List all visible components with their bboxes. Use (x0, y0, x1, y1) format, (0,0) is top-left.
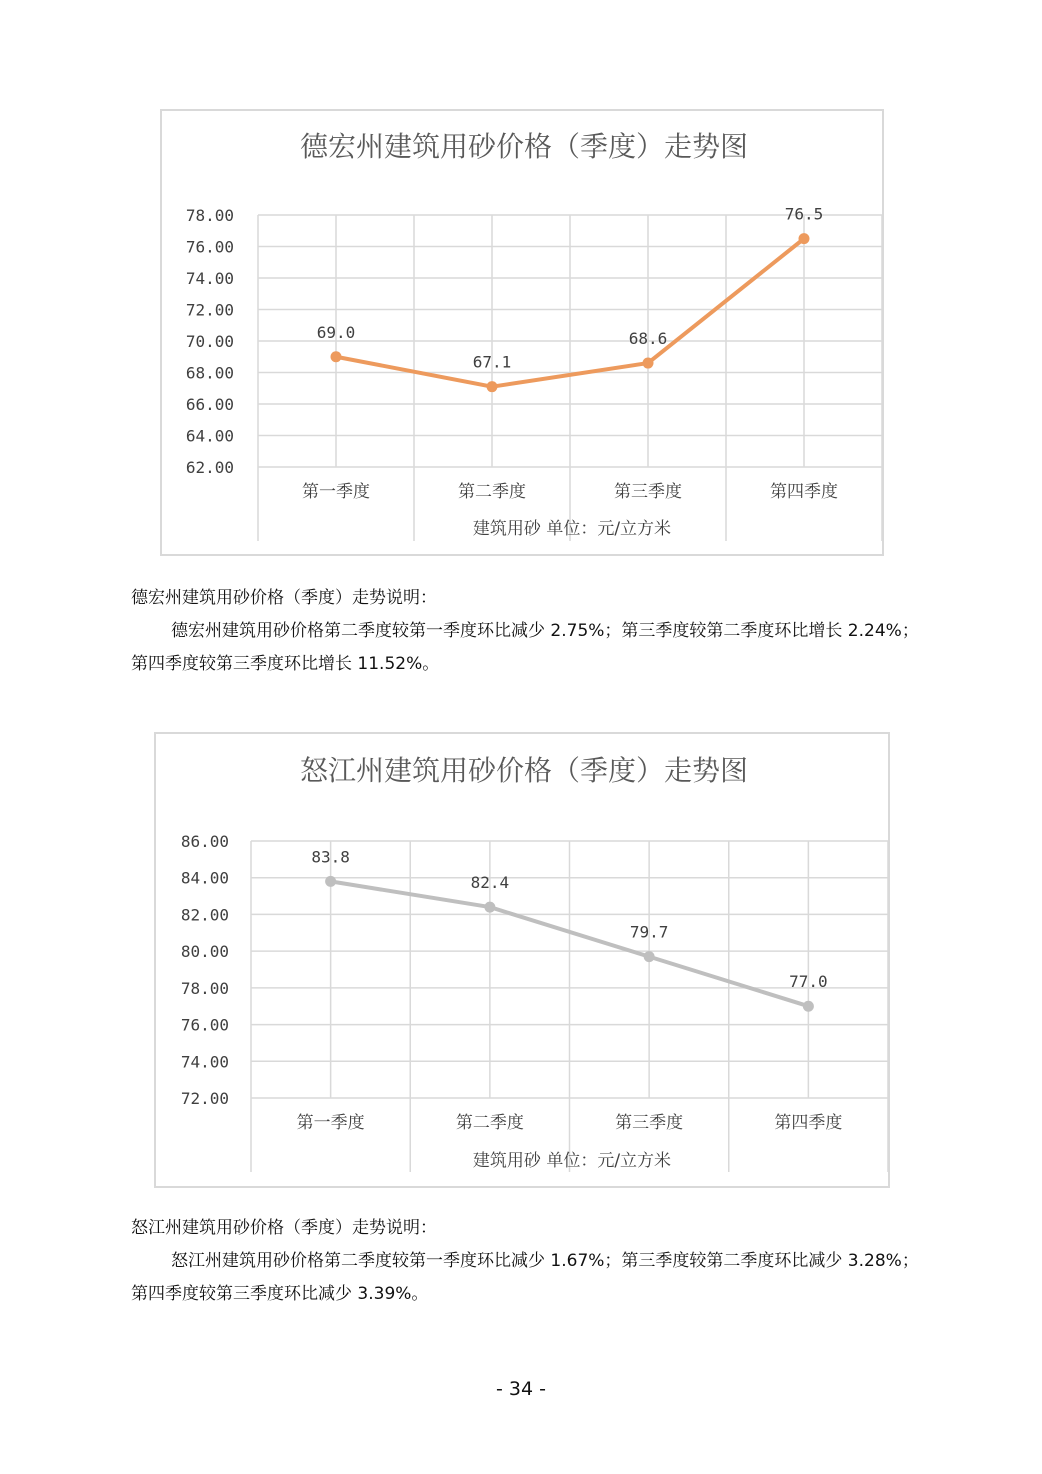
data-point (643, 358, 654, 369)
data-point (331, 351, 342, 362)
x-tick-label: 第二季度 (458, 482, 526, 502)
data-label: 77.0 (789, 972, 828, 992)
y-tick-label: 76.00 (180, 1015, 229, 1035)
data-point (799, 233, 810, 244)
y-tick-label: 86.00 (180, 832, 229, 851)
data-label: 67.1 (472, 352, 512, 372)
y-tick-label: 70.00 (185, 332, 234, 351)
x-tick-label: 第四季度 (774, 1113, 843, 1133)
data-label: 79.7 (629, 922, 669, 942)
y-tick-label: 72.00 (185, 300, 234, 320)
data-point (803, 1001, 814, 1012)
description-text-dehong: 德宏州建筑用砂价格第二季度较第一季度环比减少 2.75%；第三季度较第二季度环比增长 2.24%；第四季度较第三季度环比增长 11.52%。 (131, 621, 919, 674)
x-axis-title: 建筑用砂 单位：元/立方米 (472, 519, 672, 539)
y-tick-label: 76.00 (185, 237, 234, 257)
y-tick-label: 62.00 (185, 458, 234, 477)
chart-title: 德宏州建筑用砂价格（季度）走势图 (299, 130, 749, 163)
chart-nujiang-svg (156, 734, 888, 1186)
description-heading-nujiang: 怒江州建筑用砂价格（季度）走势说明： (131, 1218, 437, 1238)
y-tick-label: 74.00 (185, 269, 234, 288)
data-label: 69.0 (316, 322, 356, 342)
chart-dehong-svg (162, 111, 882, 554)
x-tick-label: 第一季度 (296, 1113, 365, 1133)
data-label: 68.6 (628, 329, 668, 349)
data-point (325, 876, 336, 887)
y-tick-label: 74.00 (180, 1052, 229, 1072)
x-tick-label: 第一季度 (302, 482, 370, 502)
page-number: - 34 - (496, 1378, 546, 1400)
y-tick-label: 78.00 (185, 206, 234, 225)
y-tick-label: 80.00 (180, 942, 229, 962)
x-tick-label: 第二季度 (455, 1113, 524, 1133)
description-body-dehong (131, 615, 921, 681)
y-tick-label: 84.00 (180, 868, 229, 888)
data-label: 76.5 (784, 204, 824, 224)
y-tick-label: 68.00 (185, 363, 234, 383)
description-body-nujiang (131, 1245, 921, 1311)
x-tick-label: 第三季度 (615, 1113, 684, 1133)
data-point (484, 902, 495, 913)
y-tick-label: 66.00 (185, 395, 234, 414)
data-point (644, 951, 655, 962)
y-tick-label: 82.00 (180, 905, 229, 925)
x-axis-title: 建筑用砂 单位：元/立方米 (472, 1151, 672, 1171)
chart-title: 怒江州建筑用砂价格（季度）走势图 (299, 754, 749, 787)
data-point (487, 381, 498, 392)
chart-nujiang (154, 732, 890, 1188)
data-label: 82.4 (470, 873, 510, 893)
x-tick-label: 第四季度 (770, 482, 838, 502)
data-label: 83.8 (311, 847, 350, 867)
chart-dehong (160, 109, 884, 556)
y-tick-label: 72.00 (180, 1089, 229, 1108)
description-heading-dehong: 德宏州建筑用砂价格（季度）走势说明： (131, 588, 437, 608)
description-text-nujiang: 怒江州建筑用砂价格第二季度较第一季度环比减少 1.67%；第三季度较第二季度环比减少 3.28%；第四季度较第三季度环比减少 3.39%。 (131, 1251, 919, 1304)
x-tick-label: 第三季度 (614, 482, 682, 502)
y-tick-label: 78.00 (180, 978, 229, 998)
y-tick-label: 64.00 (185, 426, 234, 446)
